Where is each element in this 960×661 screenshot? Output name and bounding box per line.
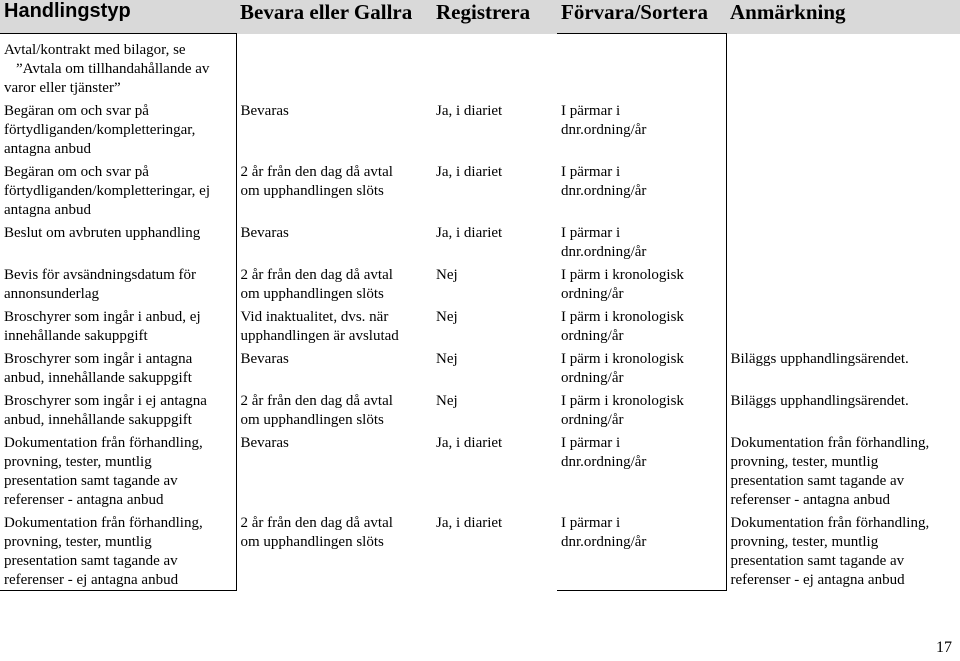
registrera-text: Nej xyxy=(436,309,458,325)
handlingstyp-text: Begäran om och svar på xyxy=(4,164,149,180)
anmarkning-text: Biläggs upphandlingsärendet. xyxy=(730,393,909,409)
forvara-text: dnr.ordning/år xyxy=(561,534,647,550)
forvara-text: I pärmar i xyxy=(561,435,621,451)
handlingstyp-text: Dokumentation från förhandling, xyxy=(4,515,203,531)
cell-handlingstyp xyxy=(0,220,236,262)
page-number: 17 xyxy=(936,639,952,656)
registrera-text: Nej xyxy=(436,267,458,283)
cell-registrera xyxy=(432,510,557,591)
anmarkning-text: provning, tester, muntlig xyxy=(730,454,879,470)
cell-anmarkning xyxy=(726,346,960,388)
registrera-text: Nej xyxy=(436,393,458,409)
cell-bevara xyxy=(236,98,432,159)
cell-anmarkning xyxy=(726,388,960,430)
table-row xyxy=(0,346,960,388)
bevara-text: om upphandlingen slöts xyxy=(240,534,384,550)
bevara-text: Bevaras xyxy=(240,225,289,241)
cell-forvara xyxy=(557,346,726,388)
forvara-text: ordning/år xyxy=(561,328,624,344)
table-row xyxy=(0,159,960,220)
forvara-text: I pärmar i xyxy=(561,164,621,180)
cell-bevara xyxy=(236,346,432,388)
handlingstyp-text: ”Avtala om tillhandahållande av xyxy=(16,61,210,77)
cell-forvara xyxy=(557,98,726,159)
cell-forvara xyxy=(557,262,726,304)
cell-forvara xyxy=(557,388,726,430)
anmarkning-text: presentation samt tagande av xyxy=(730,473,905,489)
table-row xyxy=(0,430,960,510)
handlingstyp-text: innehållande sakuppgift xyxy=(4,328,148,344)
cell-registrera xyxy=(432,388,557,430)
table-row xyxy=(0,510,960,591)
forvara-text: dnr.ordning/år xyxy=(561,122,647,138)
cell-anmarkning xyxy=(726,98,960,159)
cell-bevara xyxy=(236,220,432,262)
cell-anmarkning xyxy=(726,34,960,99)
bevara-text: 2 år från den dag då avtal xyxy=(240,267,393,283)
cell-registrera xyxy=(432,98,557,159)
handlingstyp-text: Dokumentation från förhandling, xyxy=(4,435,203,451)
header-forvara-sortera: Förvara/Sortera xyxy=(557,0,726,34)
bevara-text: Bevaras xyxy=(240,103,289,119)
registrera-text: Ja, i diariet xyxy=(436,164,503,180)
handlingstyp-text: Bevis för avsändningsdatum för xyxy=(4,267,197,283)
bevara-text: upphandlingen är avslutad xyxy=(240,328,399,344)
forvara-text: dnr.ordning/år xyxy=(561,183,647,199)
forvara-text: I pärm i kronologisk xyxy=(561,351,684,367)
cell-forvara xyxy=(557,34,726,99)
cell-registrera xyxy=(432,159,557,220)
handlingstyp-text: Avtal/kontrakt med bilagor, se xyxy=(4,42,186,58)
handlingstyp-text: anbud, innehållande sakuppgift xyxy=(4,370,192,386)
forvara-text: ordning/år xyxy=(561,370,624,386)
forvara-text: I pärm i kronologisk xyxy=(561,267,684,283)
table-row xyxy=(0,262,960,304)
cell-bevara xyxy=(236,262,432,304)
cell-registrera xyxy=(432,430,557,510)
handlingstyp-text: antagna anbud xyxy=(4,141,92,157)
cell-forvara xyxy=(557,430,726,510)
bevara-text: 2 år från den dag då avtal xyxy=(240,164,393,180)
forvara-text: I pärmar i xyxy=(561,515,621,531)
table-row xyxy=(0,220,960,262)
handlingstyp-text: antagna anbud xyxy=(4,202,92,218)
anmarkning-text: Dokumentation från förhandling, xyxy=(730,515,930,531)
bevara-text: Vid inaktualitet, dvs. när xyxy=(240,309,389,325)
forvara-text: dnr.ordning/år xyxy=(561,244,647,260)
handlingstyp-text: varor eller tjänster” xyxy=(4,80,121,96)
handlingstyp-text: provning, tester, muntlig xyxy=(4,534,152,550)
handlingstyp-text: presentation samt tagande av xyxy=(4,473,178,489)
registrera-text: Ja, i diariet xyxy=(436,515,503,531)
cell-handlingstyp xyxy=(0,430,236,510)
handlingstyp-text: referenser - antagna anbud xyxy=(4,492,164,508)
cell-bevara xyxy=(236,510,432,591)
cell-bevara xyxy=(236,34,432,99)
forvara-text: I pärmar i xyxy=(561,225,621,241)
cell-bevara xyxy=(236,430,432,510)
forvara-text: dnr.ordning/år xyxy=(561,454,647,470)
forvara-text: I pärmar i xyxy=(561,103,621,119)
anmarkning-text: Biläggs upphandlingsärendet. xyxy=(730,351,909,367)
handlingstyp-text: presentation samt tagande av xyxy=(4,553,178,569)
bevara-text: om upphandlingen slöts xyxy=(240,183,384,199)
anmarkning-text: presentation samt tagande av xyxy=(730,553,905,569)
registrera-text: Nej xyxy=(436,351,458,367)
cell-anmarkning xyxy=(726,159,960,220)
cell-forvara xyxy=(557,159,726,220)
bevara-text: Bevaras xyxy=(240,435,289,451)
cell-handlingstyp xyxy=(0,304,236,346)
handlingstyp-text: förtydliganden/kompletteringar, ej xyxy=(4,183,211,199)
registrera-text: Ja, i diariet xyxy=(436,103,503,119)
cell-handlingstyp xyxy=(0,34,236,99)
handlingstyp-text: förtydliganden/kompletteringar, xyxy=(4,122,196,138)
forvara-text: I pärm i kronologisk xyxy=(561,393,684,409)
cell-handlingstyp xyxy=(0,346,236,388)
cell-anmarkning xyxy=(726,304,960,346)
handlingstyp-text: provning, tester, muntlig xyxy=(4,454,152,470)
bevara-text: om upphandlingen slöts xyxy=(240,412,384,428)
handlingstyp-text: Broschyrer som ingår i anbud, ej xyxy=(4,309,201,325)
forvara-text: ordning/år xyxy=(561,286,624,302)
table-row xyxy=(0,98,960,159)
header-handlingstyp: Handlingstyp xyxy=(0,0,236,34)
anmarkning-text: Dokumentation från förhandling, xyxy=(730,435,930,451)
anmarkning-text: referenser - ej antagna anbud xyxy=(730,572,905,588)
table-row xyxy=(0,304,960,346)
cell-bevara xyxy=(236,388,432,430)
cell-handlingstyp xyxy=(0,98,236,159)
cell-anmarkning xyxy=(726,430,960,510)
cell-handlingstyp xyxy=(0,262,236,304)
handlingstyp-text: referenser - ej antagna anbud xyxy=(4,572,179,588)
bevara-text: 2 år från den dag då avtal xyxy=(240,515,393,531)
anmarkning-text: provning, tester, muntlig xyxy=(730,534,879,550)
handlingstyp-text: Broschyrer som ingår i ej antagna xyxy=(4,393,207,409)
cell-registrera xyxy=(432,220,557,262)
cell-bevara xyxy=(236,304,432,346)
cell-anmarkning xyxy=(726,220,960,262)
header-bevara-eller-gallra: Bevara eller Gallra xyxy=(236,0,432,34)
forvara-text: I pärm i kronologisk xyxy=(561,309,684,325)
table-row xyxy=(0,34,960,99)
cell-handlingstyp xyxy=(0,510,236,591)
cell-forvara xyxy=(557,304,726,346)
header-registrera: Registrera xyxy=(432,0,557,34)
cell-forvara xyxy=(557,220,726,262)
cell-registrera xyxy=(432,262,557,304)
handlingstyp-text: Broschyrer som ingår i antagna xyxy=(4,351,193,367)
cell-registrera xyxy=(432,34,557,99)
header-anmarkning: Anmärkning xyxy=(726,0,960,34)
cell-registrera xyxy=(432,346,557,388)
anmarkning-text: referenser - antagna anbud xyxy=(730,492,890,508)
cell-anmarkning xyxy=(726,262,960,304)
handlingstyp-text: Begäran om och svar på xyxy=(4,103,149,119)
table-header-row xyxy=(0,0,960,34)
registrera-text: Ja, i diariet xyxy=(436,225,503,241)
cell-handlingstyp xyxy=(0,159,236,220)
bevara-text: Bevaras xyxy=(240,351,289,367)
cell-handlingstyp xyxy=(0,388,236,430)
handlingstyp-text: annonsunderlag xyxy=(4,286,99,302)
forvara-text: ordning/år xyxy=(561,412,624,428)
handlingstyp-text: anbud, innehållande sakuppgift xyxy=(4,412,192,428)
cell-bevara xyxy=(236,159,432,220)
cell-anmarkning xyxy=(726,510,960,591)
cell-forvara xyxy=(557,510,726,591)
handlingstyp-text: Beslut om avbruten upphandling xyxy=(4,225,201,241)
cell-registrera xyxy=(432,304,557,346)
bevara-text: om upphandlingen slöts xyxy=(240,286,384,302)
table-row xyxy=(0,388,960,430)
bevara-text: 2 år från den dag då avtal xyxy=(240,393,393,409)
registrera-text: Ja, i diariet xyxy=(436,435,503,451)
